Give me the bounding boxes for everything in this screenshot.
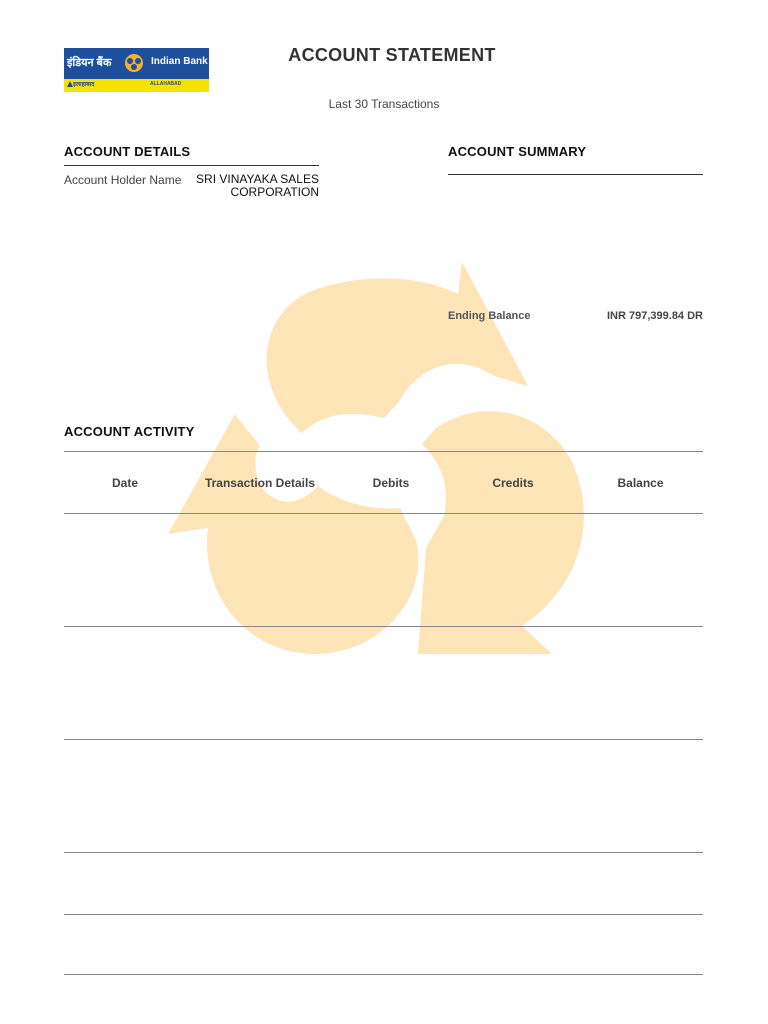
column-header-balance: Balance	[617, 475, 664, 490]
table-header-rule	[64, 513, 703, 514]
page-subtitle: Last 30 Transactions	[328, 97, 440, 111]
ending-balance-value: INR 797,399.84 DR	[607, 310, 703, 322]
logo-hindi-text: इंडियन बैंक	[67, 57, 112, 69]
account-summary-heading: ACCOUNT SUMMARY	[448, 144, 587, 159]
account-summary-divider	[448, 174, 703, 175]
account-holder-value: SRI VINAYAKA SALES CORPORATION	[196, 172, 319, 199]
table-row-rule	[64, 852, 703, 853]
account-holder-label: Account Holder Name	[64, 173, 182, 187]
account-details-heading: ACCOUNT DETAILS	[64, 144, 191, 159]
logo-english-text: Indian Bank	[151, 56, 208, 67]
column-header-date: Date	[111, 475, 138, 490]
column-header-transaction-details: Transaction Details	[204, 475, 316, 490]
logo-sub-right: ALLAHABAD	[150, 81, 182, 87]
ending-balance-label: Ending Balance	[448, 310, 531, 322]
column-header-debits: Debits	[372, 475, 410, 490]
table-header	[64, 452, 703, 513]
page-title: ACCOUNT STATEMENT	[288, 45, 496, 65]
table-row-rule	[64, 914, 703, 915]
table-row-rule	[64, 739, 703, 740]
table-row-rule	[64, 626, 703, 627]
table-row-rule	[64, 974, 703, 975]
account-activity-heading: ACCOUNT ACTIVITY	[64, 424, 195, 439]
logo-sub-left: इलाहाबाद	[73, 82, 95, 88]
column-header-credits: Credits	[492, 475, 534, 490]
account-details-divider	[64, 165, 319, 166]
